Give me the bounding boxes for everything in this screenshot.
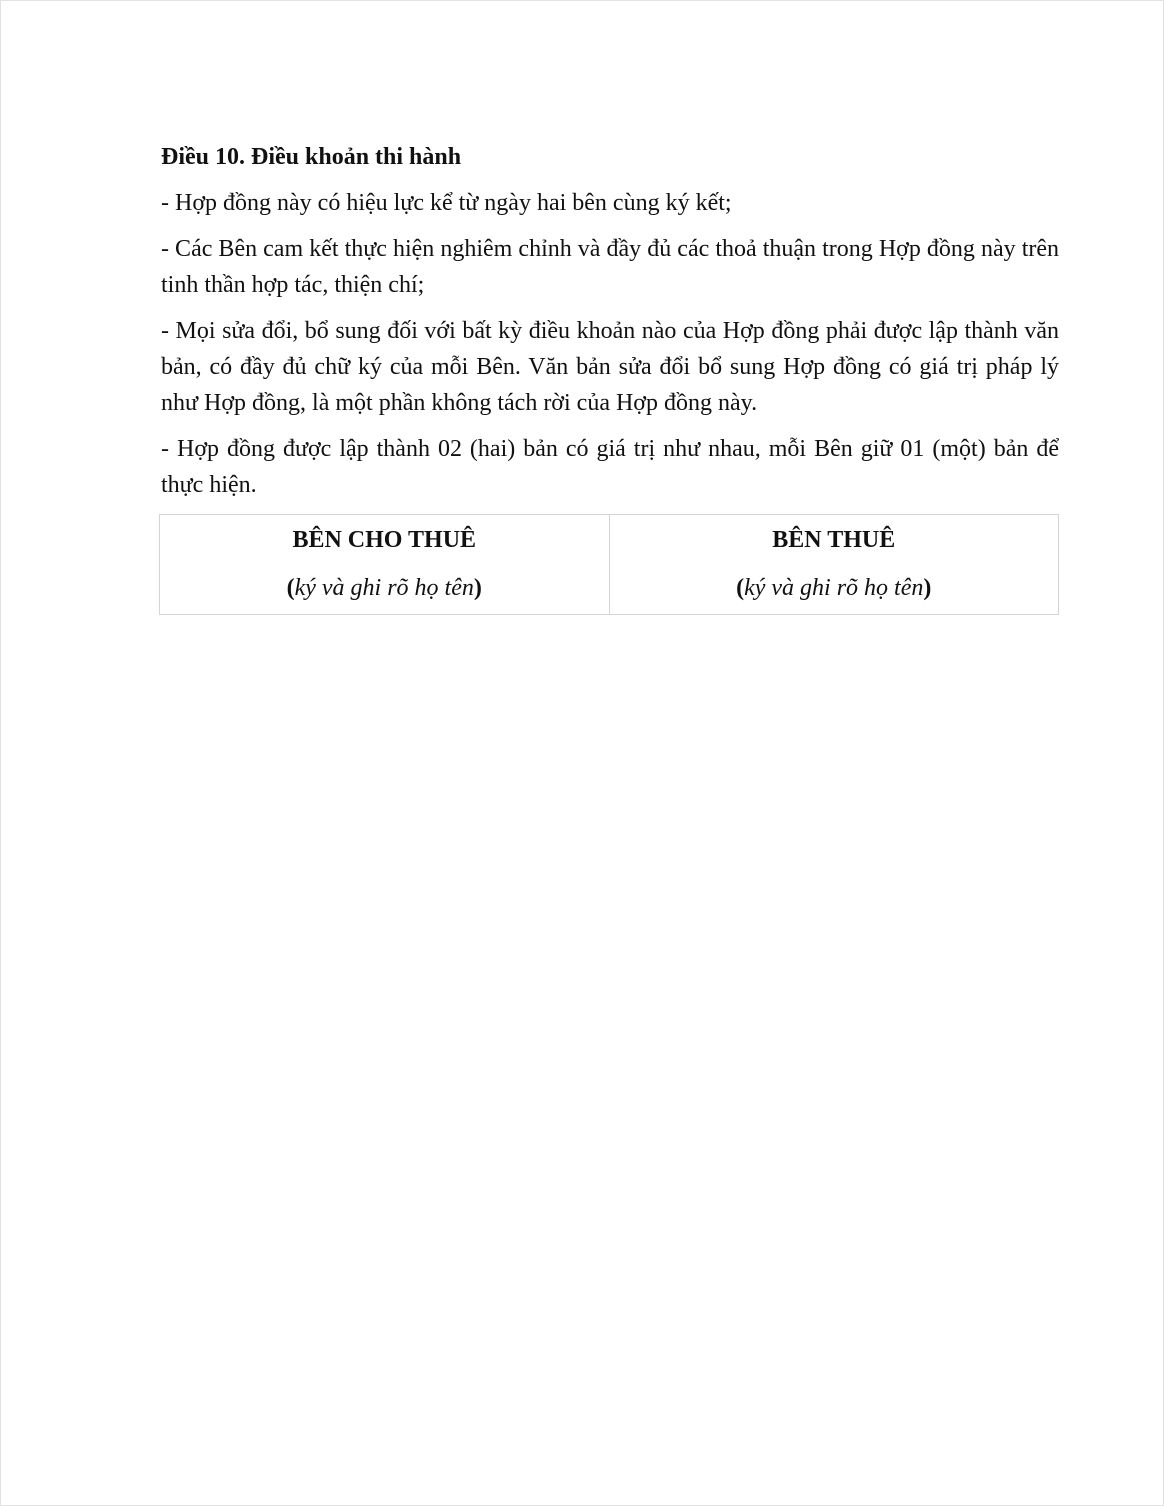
lessee-signature-note (610, 571, 1059, 605)
lessee-note-open-paren: ( (736, 575, 745, 601)
lessor-note-close-paren: ) (473, 575, 482, 601)
lessor-note-open-paren: ( (286, 575, 295, 601)
signature-table (159, 514, 1059, 615)
lessee-note-text: ký và ghi rõ họ tên (744, 575, 924, 601)
article-heading: Điều 10. Điều khoản thi hành (161, 144, 462, 170)
clause-effective-date: - Hợp đồng này có hiệu lực kể từ ngày hai bên cùng ký kết; (161, 190, 732, 216)
lessor-title: BÊN CHO THUÊ (292, 527, 477, 553)
clause-amendments: - Mọi sửa đổi, bổ sung đối với bất kỳ điều khoản nào của Hợp đồng phải được lập thành văn bản, có đầy đủ chữ ký của mỗi Bên. Văn bản sửa đổi bổ sung Hợp đồng có giá trị pháp lý như Hợp đồng, là một phần không tách rời của Hợp đồng này. (161, 318, 1059, 416)
clause-copies: - Hợp đồng được lập thành 02 (hai) bản có giá trị như nhau, mỗi Bên giữ 01 (một) bản để thực hiện. (161, 436, 1059, 498)
lessee-note-close-paren: ) (923, 575, 932, 601)
lessee-title: BÊN THUÊ (772, 527, 896, 553)
lessor-note-text: ký và ghi rõ họ tên (294, 575, 474, 601)
lessee-signature-cell (609, 515, 1059, 615)
clause-commitment: - Các Bên cam kết thực hiện nghiêm chỉnh và đầy đủ các thoả thuận trong Hợp đồng này trên tinh thần hợp tác, thiện chí; (161, 236, 1059, 298)
article-content (161, 139, 1059, 509)
signature-row (160, 515, 1059, 615)
lessor-signature-cell (160, 515, 610, 615)
lessor-signature-note (160, 571, 609, 605)
